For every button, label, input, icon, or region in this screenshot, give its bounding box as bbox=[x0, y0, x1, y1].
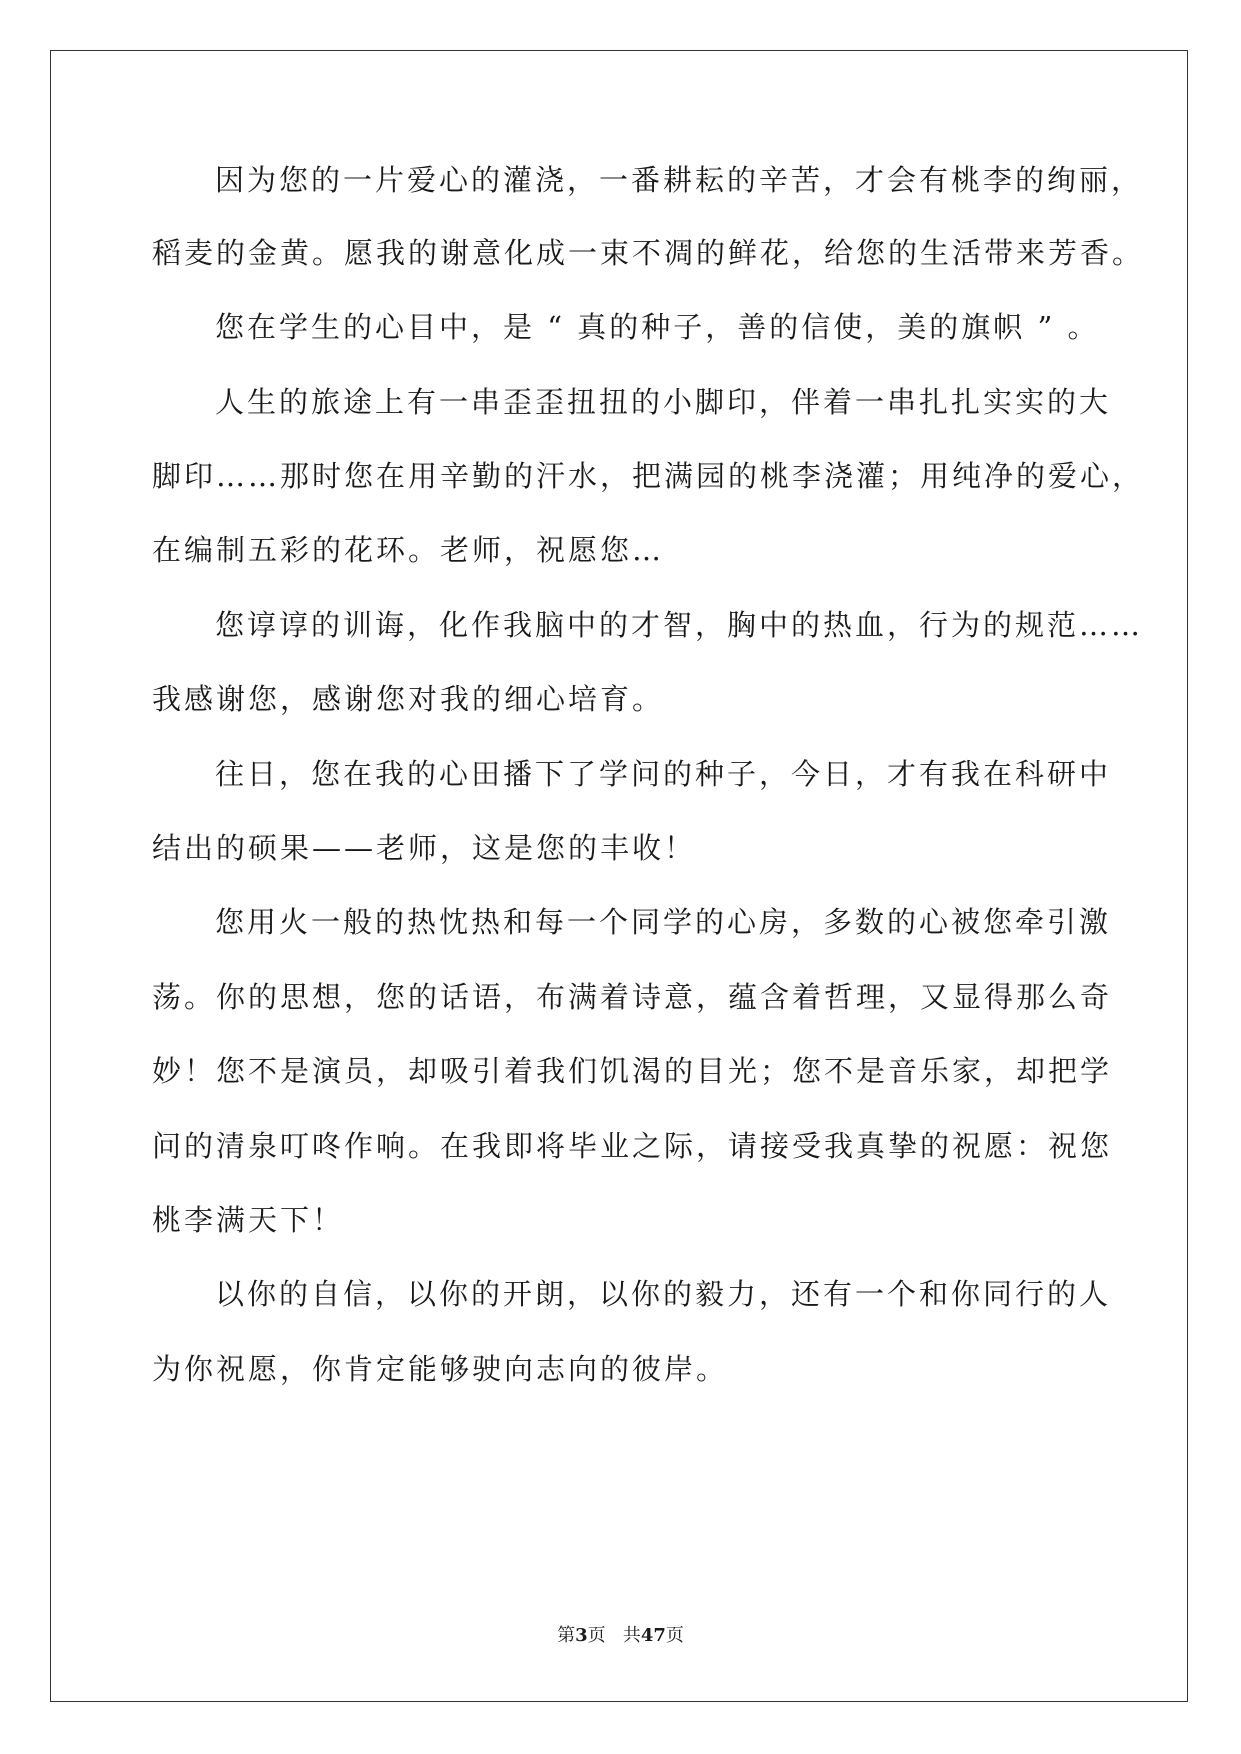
footer-page-prefix: 第 bbox=[557, 1625, 576, 1646]
paragraph-6-line-2: 荡。你的思想，您的话语，布满着诗意，蕴含着哲理，又显得那么奇 bbox=[152, 980, 1113, 1014]
paragraph-2-line-1: 您在学生的心目中，是 “ 真的种子，善的信使，美的旗帜 ” 。 bbox=[215, 310, 1100, 344]
page-footer bbox=[0, 1624, 1241, 1648]
paragraph-4-line-1: 您谆谆的训诲，化作我脑中的才智，胸中的热血，行为的规范…… bbox=[215, 608, 1144, 642]
footer-total-prefix: 共 bbox=[622, 1625, 641, 1646]
footer-page-suffix: 页 bbox=[587, 1625, 606, 1646]
page-border bbox=[50, 50, 1188, 1702]
paragraph-7-line-2: 为你祝愿，你肯定能够驶向志向的彼岸。 bbox=[152, 1352, 729, 1386]
paragraph-1-line-2: 稻麦的金黄。愿我的谢意化成一束不凋的鲜花，给您的生活带来芳香。 bbox=[152, 236, 1145, 270]
paragraph-6-line-3: 妙！您不是演员，却吸引着我们饥渴的目光；您不是音乐家，却把学 bbox=[152, 1054, 1113, 1088]
footer-total-pages: 47 bbox=[640, 1625, 666, 1646]
paragraph-1-line-1: 因为您的一片爱心的灌浇，一番耕耘的辛苦，才会有桃李的绚丽， bbox=[215, 163, 1144, 197]
paragraph-7-line-1: 以你的自信，以你的开朗，以你的毅力，还有一个和你同行的人 bbox=[215, 1277, 1112, 1311]
paragraph-5-line-2: 结出的硕果——老师，这是您的丰收！ bbox=[152, 831, 697, 865]
paragraph-6-line-5: 桃李满天下！ bbox=[152, 1203, 345, 1237]
paragraph-3-line-2: 脚印……那时您在用辛勤的汗水，把满园的桃李浇灌；用纯净的爱心， bbox=[152, 459, 1145, 493]
paragraph-3-line-3: 在编制五彩的花环。老师，祝愿您… bbox=[152, 533, 665, 567]
paragraph-4-line-2: 我感谢您，感谢您对我的细心培育。 bbox=[152, 682, 665, 716]
paragraph-6-line-1: 您用火一般的热忱热和每一个同学的心房，多数的心被您牵引激 bbox=[215, 905, 1112, 939]
footer-total-suffix: 页 bbox=[665, 1625, 684, 1646]
paragraph-3-line-1: 人生的旅途上有一串歪歪扭扭的小脚印，伴着一串扎扎实实的大 bbox=[215, 385, 1112, 419]
paragraph-6-line-4: 问的清泉叮咚作响。在我即将毕业之际，请接受我真挚的祝愿：祝您 bbox=[152, 1129, 1113, 1163]
footer-page-number: 3 bbox=[575, 1625, 588, 1646]
paragraph-5-line-1: 往日，您在我的心田播下了学问的种子，今日，才有我在科研中 bbox=[215, 757, 1112, 791]
